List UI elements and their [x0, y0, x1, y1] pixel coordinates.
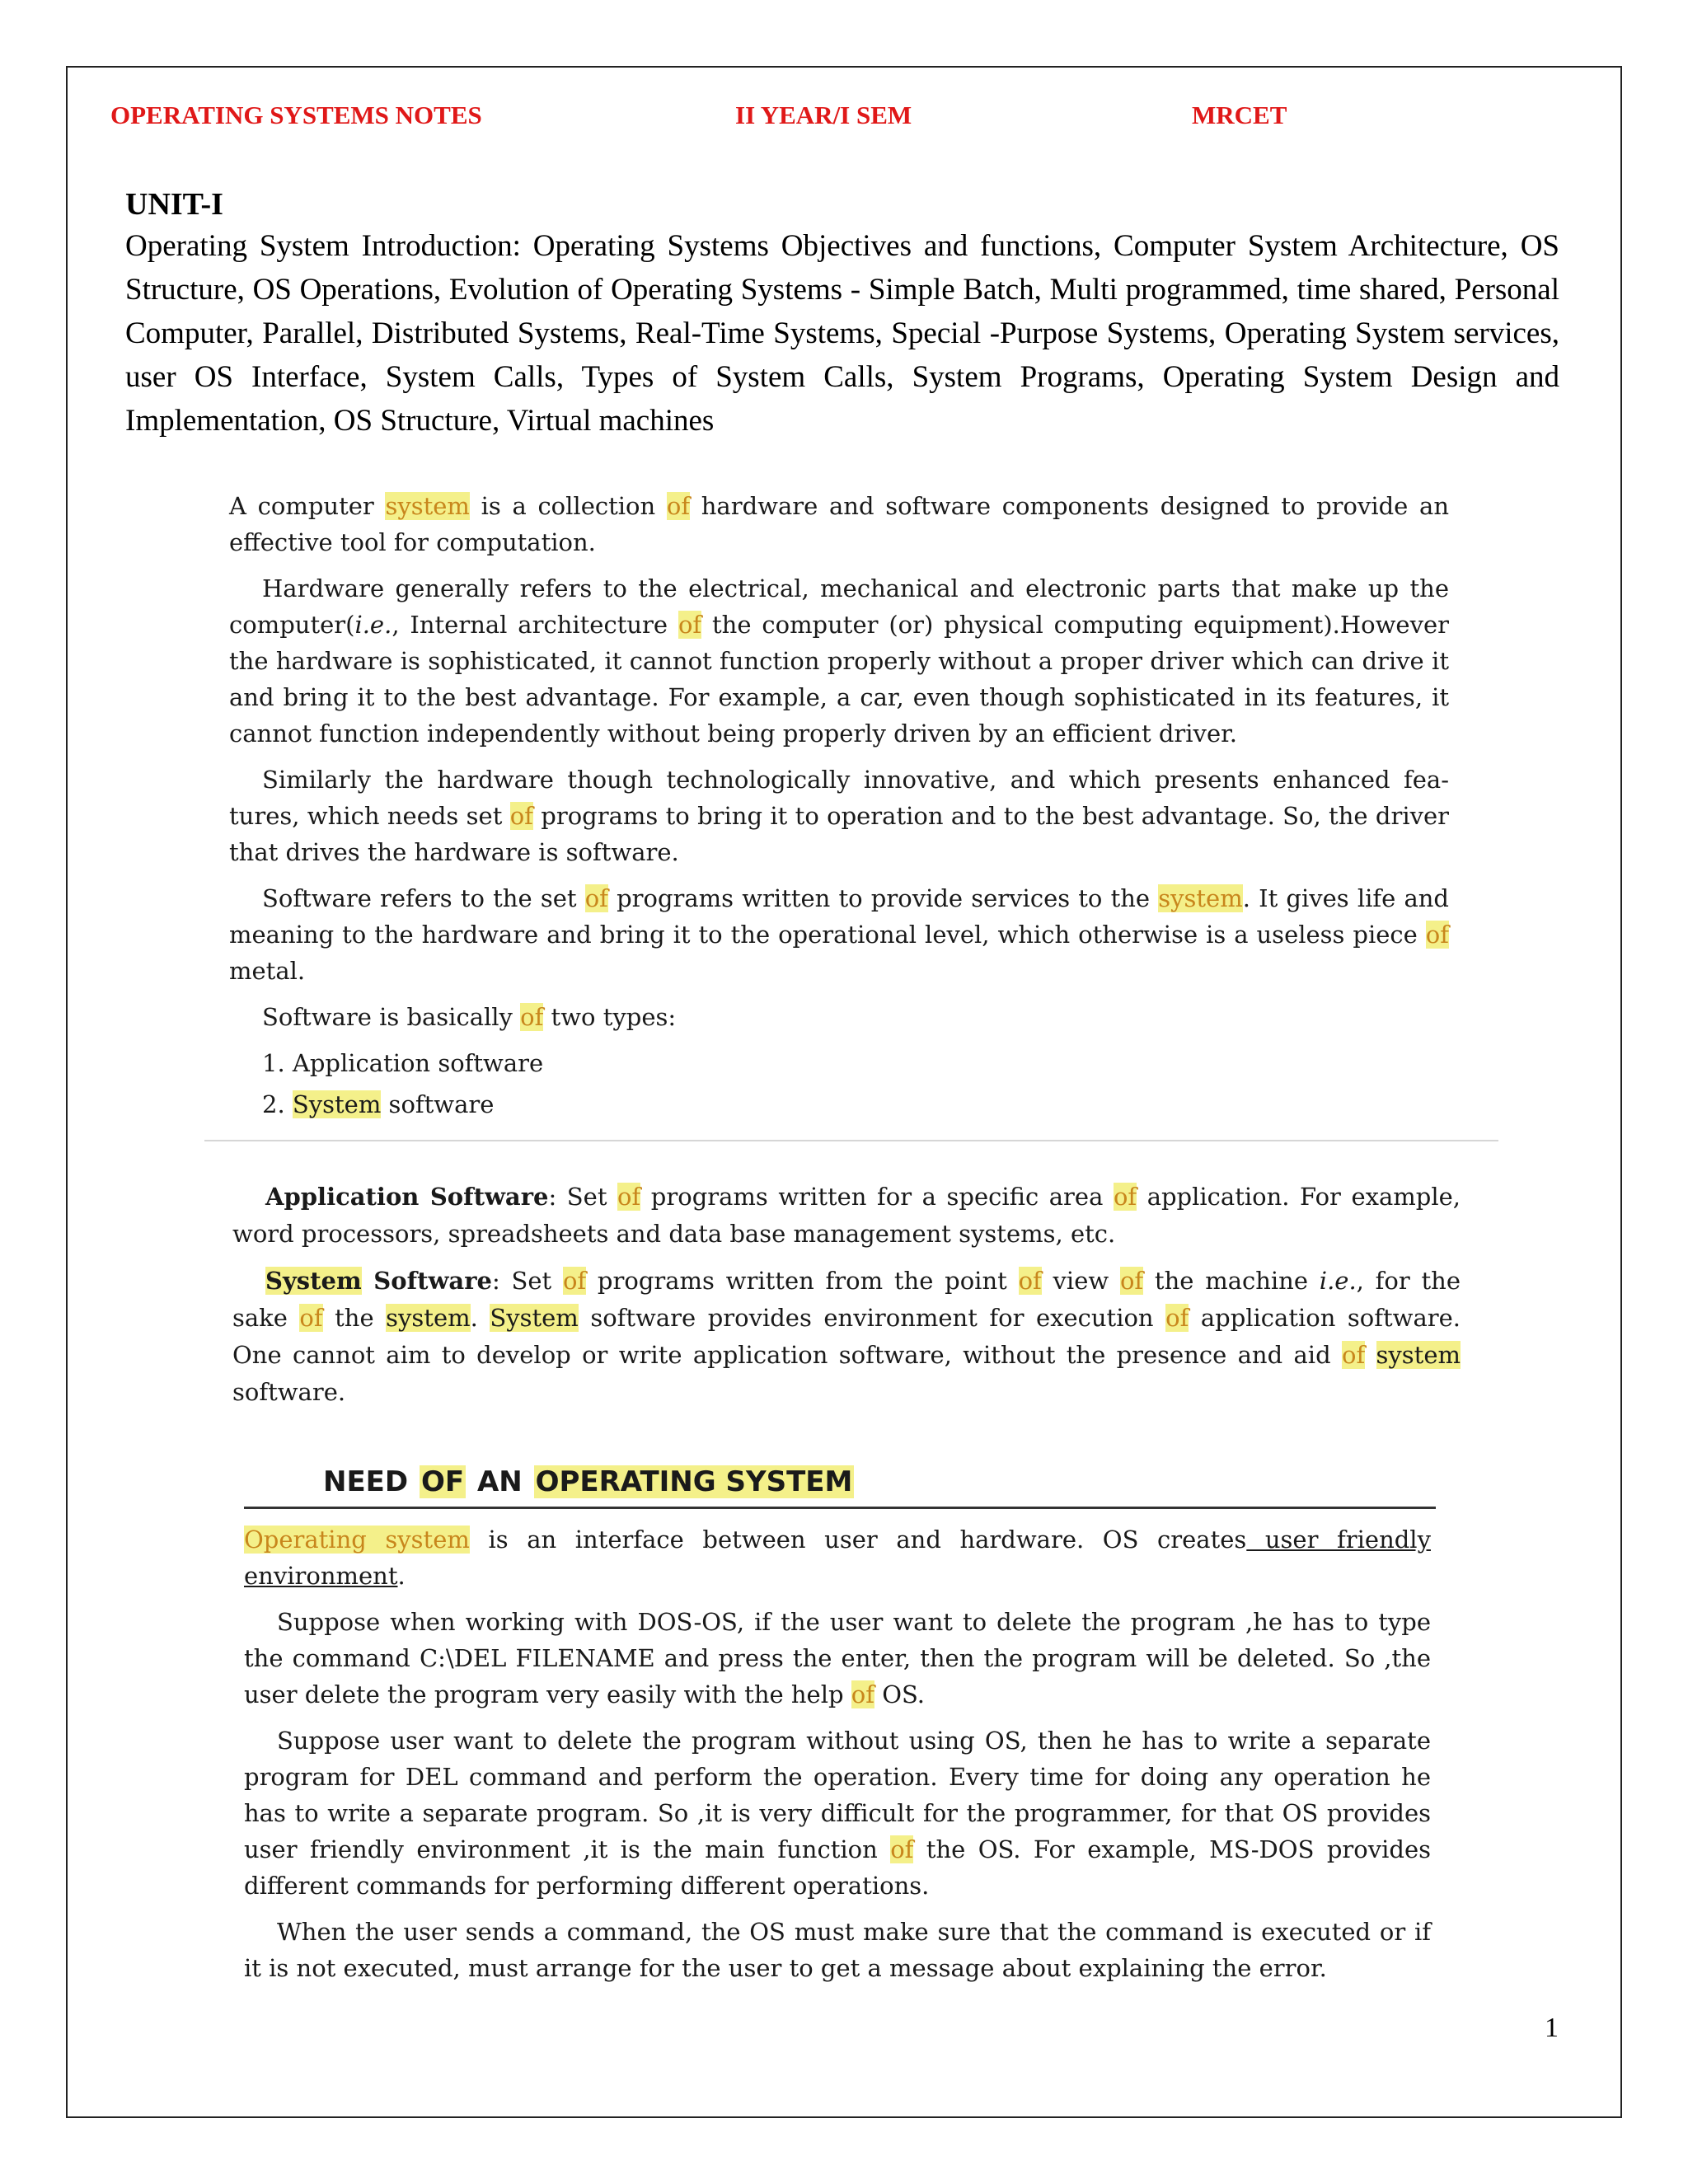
page-number: 1 [1545, 2013, 1559, 2043]
list-item: 1. Application software [262, 1049, 544, 1077]
unit-syllabus: Operating System Introduction: Operating Systems Objectives and functions, Computer System Architecture, OS Structure, OS Operations, Evolution of Operating Systems - Simple Batch, Multi programmed, time shared, Personal Computer, Parallel, Distributed Systems, Real-Time Systems, Special -Purpose Systems, Operating System services, user OS Interface, System Calls, Types of System Calls, System Programs, Operating System Design and Implementation, OS Structure, Virtual machines [125, 229, 1559, 438]
system-software-paragraph: System Software: Set of programs written from the point of view of the machine i.e., for the sake of the system. System software provides environment for execution of application software. One cannot aim to develop or write application software, without the presence and aid of system software. [232, 1267, 1461, 1406]
header-year-semester: II YEAR/I SEM [735, 101, 912, 129]
header-course-title: OPERATING SYSTEMS NOTES [110, 101, 482, 129]
need-paragraph-4: When the user sends a command, the OS must make sure that the command is executed or if it is not executed, must arrange for the user to get a message about explaining the error. [244, 1918, 1431, 1982]
section-divider [204, 1140, 1498, 1141]
need-of-os-heading: NEED OF AN OPERATING SYSTEM [323, 1465, 853, 1498]
intro-paragraph-5: Software is basically of two types: [262, 1003, 677, 1031]
intro-paragraph-2: Hardware generally refers to the electrical, mechanical and electronic parts that make up the computer(i.e., Internal architecture of the computer (or) physical computing equipment).However the hardware is sophisticated, it cannot function properly without a proper driver which can drive it and bring it to the best advantage. For example, a car, even though sophisticated in its features, it cannot function independently without being properly driven by an efficient driver. [229, 574, 1449, 748]
need-of-os-body [244, 1521, 1431, 1996]
need-paragraph-2: Suppose when working with DOS-OS, if the user want to delete the program ,he has to type the command C:\DEL FILENAME and press the enter, then the program will be deleted. So ,the user delete the program very easily with the help of OS. [244, 1608, 1431, 1708]
software-types-list [229, 1045, 1449, 1122]
intro-scan [229, 488, 1449, 1127]
header-institution: MRCET [1192, 101, 1287, 129]
application-software-paragraph: Application Software: Set of programs written for a specific area of application. For example, word processors, spreadsheets and data base management systems, etc. [232, 1183, 1461, 1248]
software-definitions [232, 1179, 1461, 1421]
unit-title: UNIT-I [125, 187, 223, 222]
list-item: 2. System software [262, 1090, 495, 1118]
intro-paragraph-1: A computer system is a collection of hardware and software components designed to provide an effective tool for computation. [229, 492, 1449, 556]
need-paragraph-3: Suppose user want to delete the program without using OS, then he has to write a separate program for DEL command and perform the operation. Every time for doing any operation he has to write a separate program. So ,it is very difficult for the programmer, for that OS provides user friendly environment ,it is the main function of the OS. For example, MS-DOS provides different commands for performing different operations. [244, 1727, 1431, 1900]
need-paragraph-1: Operating system is an interface between user and hardware. OS creates user friendly environment. [244, 1526, 1431, 1590]
heading-rule [244, 1507, 1436, 1509]
intro-paragraph-4: Software refers to the set of programs written to provide services to the system. It gives life and meaning to the hardware and bring it to the operational level, which otherwise is a useless piece of metal. [229, 884, 1449, 985]
intro-paragraph-3: Similarly the hardware though technologically innovative, and which presents enhanced fea-tures, which needs set of programs to bring it to operation and to the best advantage. So, the driver that drives the hardware is software. [229, 766, 1449, 866]
